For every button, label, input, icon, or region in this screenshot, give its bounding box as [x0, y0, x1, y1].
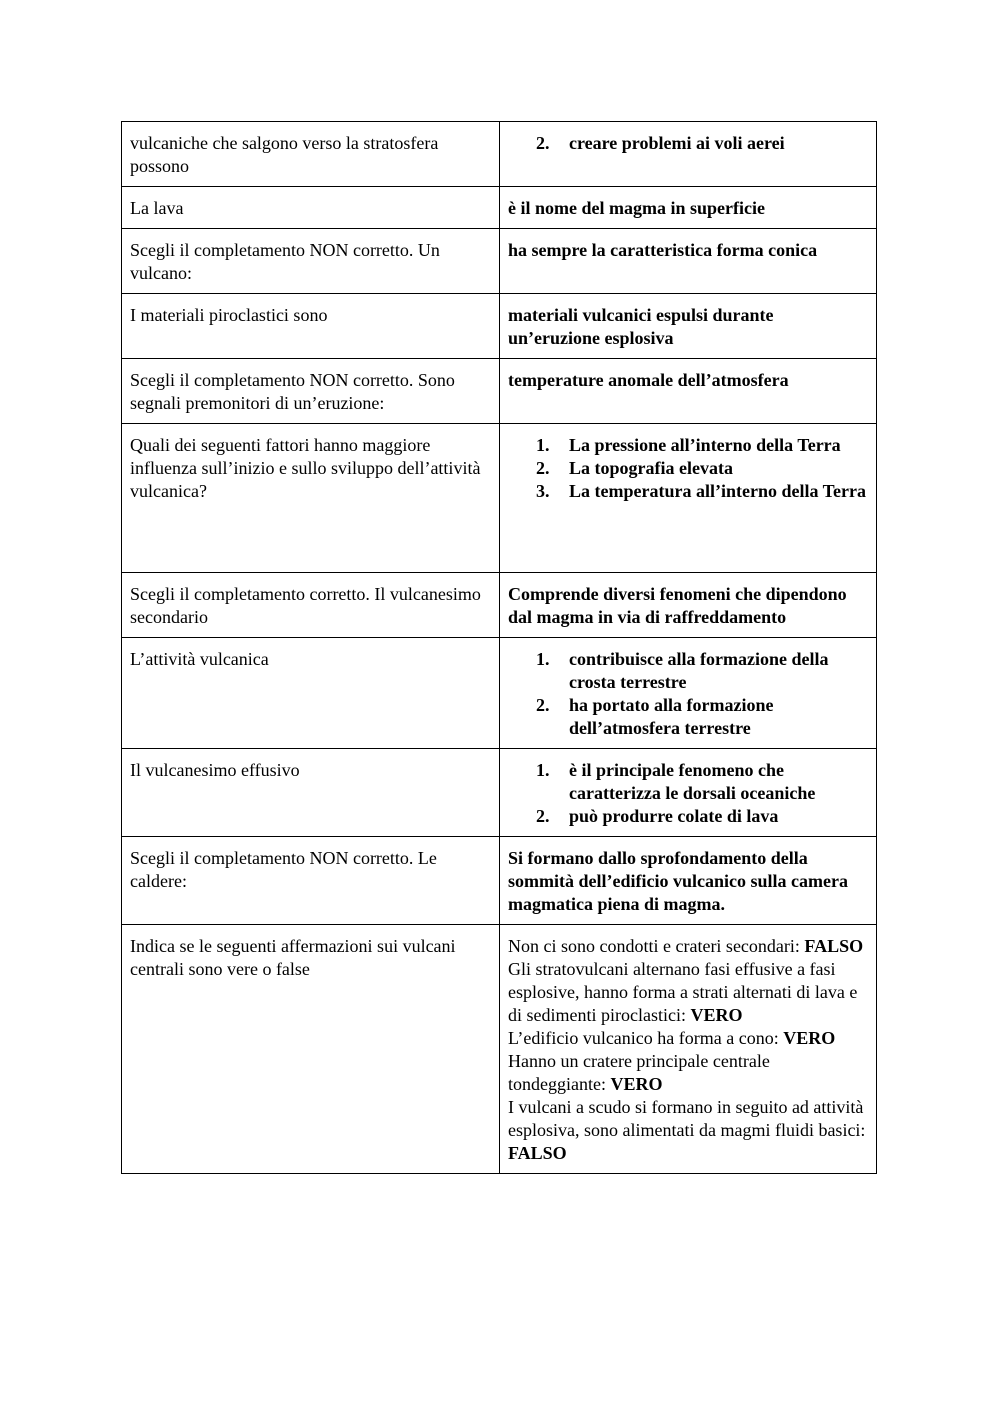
statement-verdict: VERO — [690, 1005, 743, 1025]
table-row — [122, 122, 877, 187]
question-cell: L’attività vulcanica — [122, 638, 500, 749]
list-item — [508, 648, 868, 694]
list-item — [508, 132, 868, 155]
list-item — [508, 759, 868, 805]
table-row — [122, 573, 877, 638]
table-row — [122, 749, 877, 837]
answer-cell — [500, 638, 877, 749]
table-row — [122, 837, 877, 925]
statement-text: I vulcani a scudo si formano in seguito ad attività esplosiva, sono alimentati da magmi fluidi basici: — [508, 1097, 866, 1140]
answer-cell: materiali vulcanici espulsi durante un’eruzione esplosiva — [500, 294, 877, 359]
table-row — [122, 925, 877, 1174]
answer-cell: Comprende diversi fenomeni che dipendono dal magma in via di raffreddamento — [500, 573, 877, 638]
list-text: può produrre colate di lava — [569, 806, 779, 826]
answer-cell: temperature anomale dell’atmosfera — [500, 359, 877, 424]
question-cell: vulcaniche che salgono verso la stratosfera possono — [122, 122, 500, 187]
list-number: 1. — [536, 435, 550, 455]
question-cell: Scegli il completamento corretto. Il vulcanesimo secondario — [122, 573, 500, 638]
question-cell: Scegli il completamento NON corretto. Un vulcano: — [122, 229, 500, 294]
question-cell: La lava — [122, 187, 500, 229]
answer-cell — [500, 925, 877, 1174]
list-item — [508, 480, 868, 503]
list-text: creare problemi ai voli aerei — [569, 133, 785, 153]
list-item — [508, 434, 868, 457]
table-row — [122, 294, 877, 359]
answer-list — [508, 648, 868, 740]
list-item — [508, 457, 868, 480]
list-text: è il principale fenomeno che caratterizza le dorsali oceaniche — [569, 760, 816, 803]
list-number: 1. — [536, 649, 550, 669]
table-row — [122, 638, 877, 749]
answer-list — [508, 759, 868, 828]
statement-verdict: VERO — [783, 1028, 836, 1048]
question-cell: Scegli il completamento NON corretto. Le caldere: — [122, 837, 500, 925]
list-number: 1. — [536, 760, 550, 780]
statement-verdict: VERO — [610, 1074, 663, 1094]
list-text: La temperatura all’interno della Terra — [569, 481, 866, 501]
list-number: 2. — [536, 458, 550, 478]
list-text: ha portato alla formazione dell’atmosfera terrestre — [569, 695, 774, 738]
answer-cell — [500, 122, 877, 187]
list-number: 3. — [536, 481, 550, 501]
answer-list — [508, 434, 868, 503]
table-row — [122, 359, 877, 424]
list-item — [508, 694, 868, 740]
statement-verdict: FALSO — [804, 936, 864, 956]
statement-verdict: FALSO — [508, 1143, 567, 1163]
table-row — [122, 187, 877, 229]
question-cell: Quali dei seguenti fattori hanno maggiore influenza sull’inizio e sullo sviluppo dell’attività vulcanica? — [122, 424, 500, 573]
question-cell: I materiali piroclastici sono — [122, 294, 500, 359]
list-number: 2. — [536, 695, 550, 715]
list-text: contribuisce alla formazione della crosta terrestre — [569, 649, 829, 692]
statement-text: Hanno un cratere principale centrale tondeggiante: — [508, 1051, 770, 1094]
statement-text: Non ci sono condotti e crateri secondari: — [508, 936, 800, 956]
quiz-table — [121, 121, 877, 1174]
table-row — [122, 424, 877, 573]
question-cell: Indica se le seguenti affermazioni sui vulcani centrali sono vere o false — [122, 925, 500, 1174]
answer-cell: Si formano dallo sprofondamento della sommità dell’edificio vulcanico sulla camera magmatica piena di magma. — [500, 837, 877, 925]
answer-cell: è il nome del magma in superficie — [500, 187, 877, 229]
statement-text: Gli stratovulcani alternano fasi effusive a fasi esplosive, hanno forma a strati alternati di lava e di sedimenti piroclastici: — [508, 959, 858, 1025]
answer-cell: ha sempre la caratteristica forma conica — [500, 229, 877, 294]
answer-list — [508, 132, 868, 155]
list-number: 2. — [536, 133, 550, 153]
list-text: La topografia elevata — [569, 458, 733, 478]
answer-cell — [500, 424, 877, 573]
table-row — [122, 229, 877, 294]
list-text: La pressione all’interno della Terra — [569, 435, 841, 455]
list-number: 2. — [536, 806, 550, 826]
question-cell: Scegli il completamento NON corretto. Sono segnali premonitori di un’eruzione: — [122, 359, 500, 424]
statement-text: L’edificio vulcanico ha forma a cono: — [508, 1028, 779, 1048]
question-cell: Il vulcanesimo effusivo — [122, 749, 500, 837]
list-item — [508, 805, 868, 828]
answer-cell — [500, 749, 877, 837]
